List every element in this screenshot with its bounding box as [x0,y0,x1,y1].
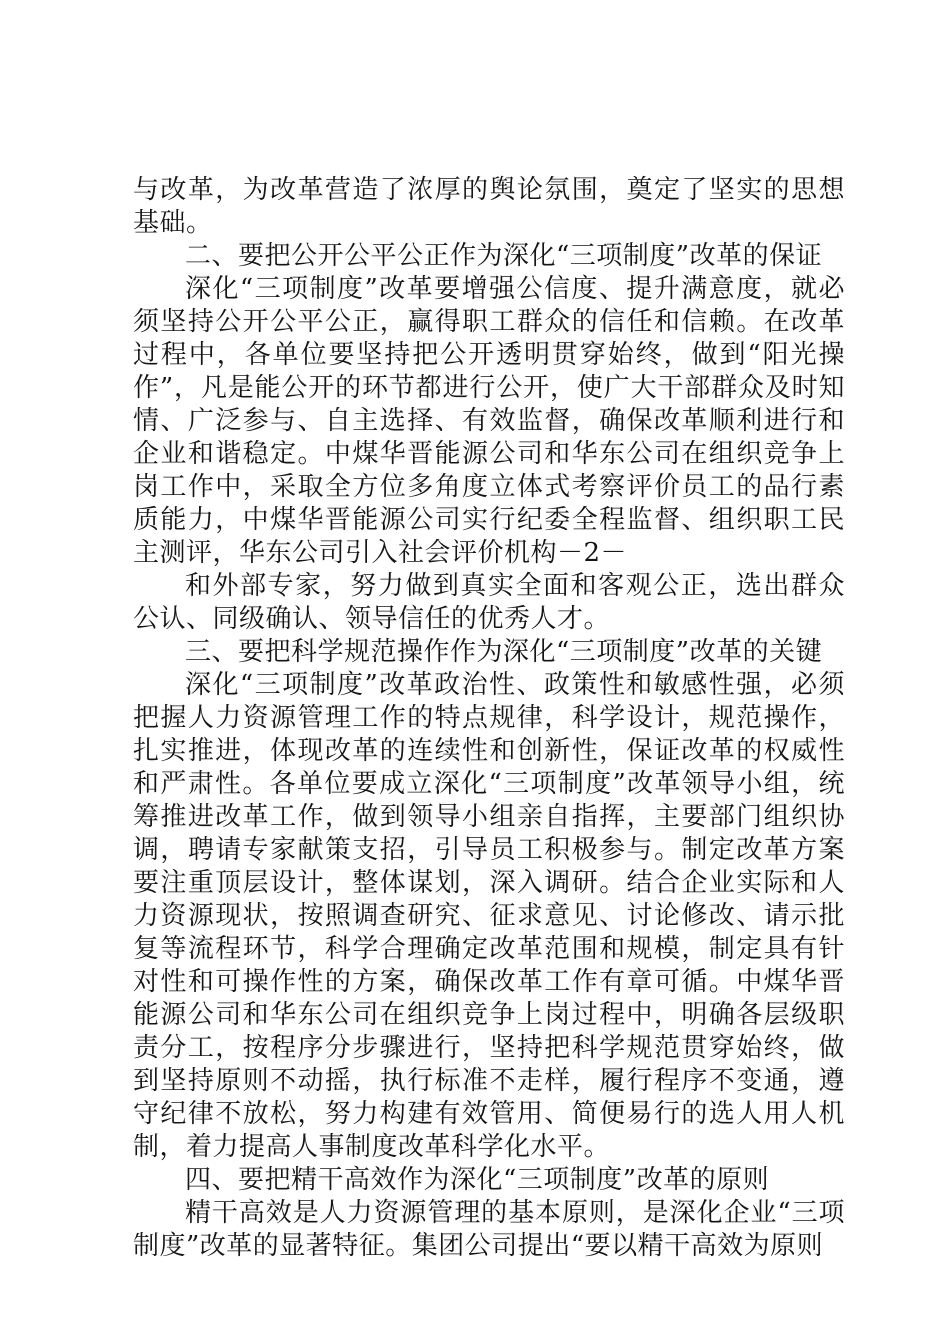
paragraph-continuation: 与改革，为改革营造了浓厚的舆论氛围，奠定了坚实的思想基础。 [133,175,845,238]
section-heading-4: 四、要把精干高效作为深化“三项制度”改革的原则 [185,1165,770,1195]
paragraph-section-4: 精干高效是人力资源管理的基本原则，是深化企业“三项制度”改革的显著特征。集团公司提出“要以精干高效为原则 [133,1198,845,1261]
section-heading-2: 二、要把公开公平公正作为深化“三项制度”改革的保证 [185,241,823,271]
section-heading-3: 三、要把科学规范操作作为深化“三项制度”改革的关键 [185,637,823,667]
paragraph-section-2: 深化“三项制度”改革要增强公信度、提升满意度，就必须坚持公开公平公正，赢得职工群众的信任和信赖。在改革过程中，各单位要坚持把公开透明贯穿始终，做到“阳光操作”，凡是能公开的环节都进行公开，使广大干部群众及时知情、广泛参与、自主选择、有效监督，确保改革顺利进行和企业和谐稳定。中煤华晋能源公司和华东公司在组织竞争上岗工作中，采取全方位多角度立体式考察评价员工的品行素质能力，中煤华晋能源公司实行纪委全程监督、组织职工民主测评，华东公司引入社会评价机构－2－ [133,274,845,568]
paragraph-section-2-continued: 和外部专家，努力做到真实全面和客观公正，选出群众公认、同级确认、领导信任的优秀人才。 [133,571,845,634]
paragraph-section-3: 深化“三项制度”改革政治性、政策性和敏感性强，必须把握人力资源管理工作的特点规律，科学设计，规范操作，扎实推进，体现改革的连续性和创新性，保证改革的权威性和严肃性。各单位要成立深化“三项制度”改革领导小组，统筹推进改革工作，做到领导小组亲自指挥，主要部门组织协调，聘请专家献策支招，引导员工积极参与。制定改革方案要注重顶层设计，整体谋划，深入调研。结合企业实际和人力资源现状，按照调查研究、征求意见、讨论修改、请示批复等流程环节，科学合理确定改革范围和规模，制定具有针对性和可操作性的方案，确保改革工作有章可循。中煤华晋能源公司和华东公司在组织竞争上岗过程中，明确各层级职责分工，按程序分步骤进行，坚持把科学规范贯穿始终，做到坚持原则不动摇，执行标准不走样，履行程序不变通，遵守纪律不放松，努力构建有效管用、简便易行的选人用人机制，着力提高人事制度改革科学化水平。 [133,670,845,1162]
document-body [133,174,845,1263]
